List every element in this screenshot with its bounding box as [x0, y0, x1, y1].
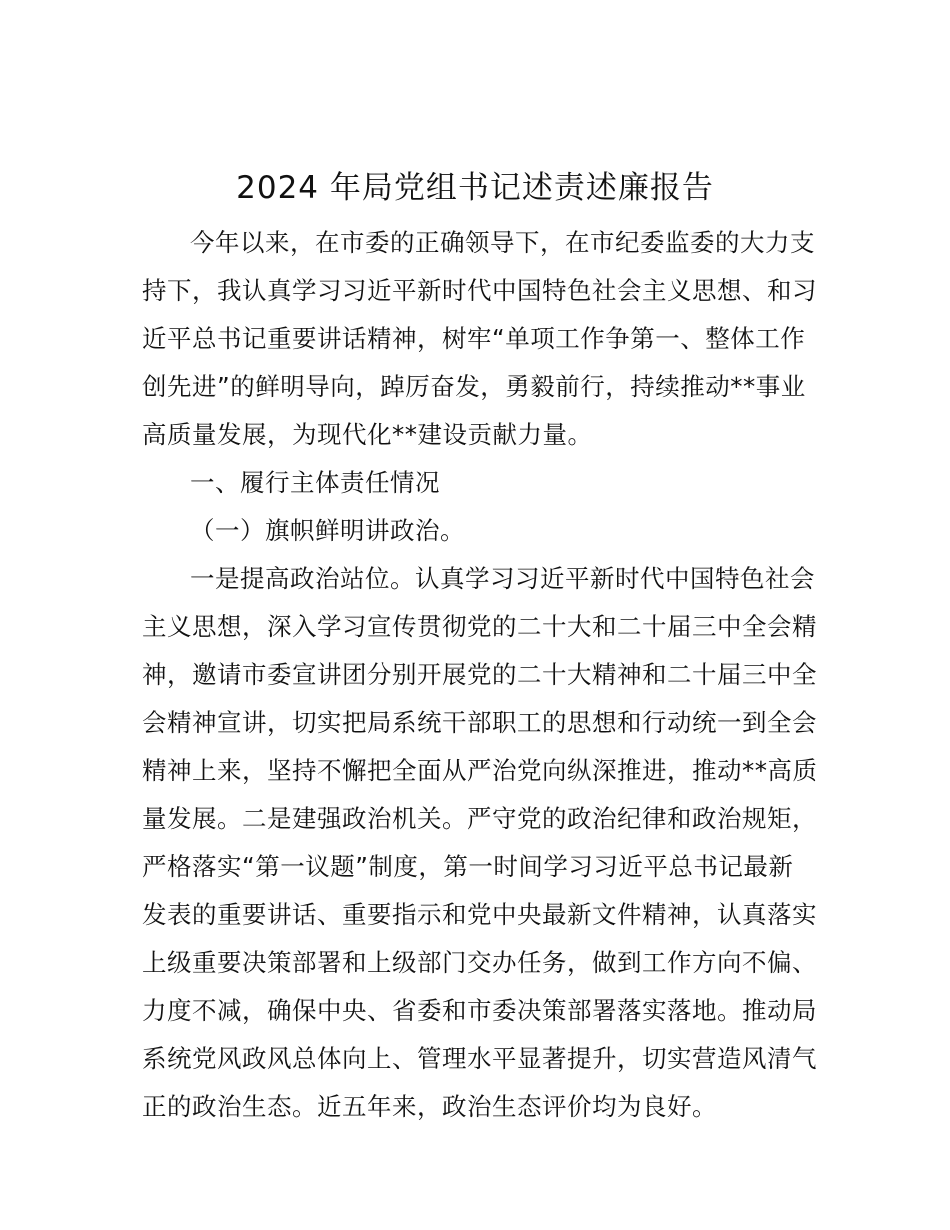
body-line-4: 会精神宣讲，切实把局系统干部职工的思想和行动统一到全会	[142, 708, 817, 737]
body-line-12: 正的政治生态。近五年来，政治生态评价均为良好。	[142, 1092, 717, 1121]
body-line-8: 发表的重要讲话、重要指示和党中央最新文件精神，认真落实	[142, 900, 817, 929]
body-line-10: 力度不减，确保中央、省委和市委决策部署落实落地。推动局	[142, 996, 817, 1025]
subsection-heading: （一）旗帜鲜明讲政治。	[190, 516, 465, 545]
body-line-5: 精神上来，坚持不懈把全面从严治党向纵深推进，推动**高质	[142, 756, 818, 785]
body-line-7: 严格落实“第一议题”制度，第一时间学习习近平总书记最新	[142, 852, 794, 881]
intro-line-2: 持下，我认真学习习近平新时代中国特色社会主义思想、和习	[142, 276, 817, 305]
intro-line-4: 创先进”的鲜明导向，踔厉奋发，勇毅前行，持续推动**事业	[142, 372, 806, 401]
intro-line-3: 近平总书记重要讲话精神，树牢“单项工作争第一、整体工作	[142, 324, 806, 353]
body-line-3: 神，邀请市委宣讲团分别开展党的二十大精神和二十届三中全	[142, 660, 817, 689]
body-line-6: 量发展。二是建强政治机关。严守党的政治纪律和政治规矩，	[142, 804, 817, 833]
body-line-1: 一是提高政治站位。认真学习习近平新时代中国特色社会	[190, 564, 815, 593]
body-line-11: 系统党风政风总体向上、管理水平显著提升，切实营造风清气	[142, 1044, 817, 1073]
body-line-9: 上级重要决策部署和上级部门交办任务，做到工作方向不偏、	[142, 948, 817, 977]
document-title: 2024 年局党组书记述责述廉报告	[236, 170, 714, 206]
intro-line-5: 高质量发展，为现代化**建设贡献力量。	[142, 420, 593, 449]
intro-line-1: 今年以来，在市委的正确领导下，在市纪委监委的大力支	[190, 228, 815, 257]
section-heading: 一、履行主体责任情况	[190, 468, 440, 497]
body-line-2: 主义思想，深入学习宣传贯彻党的二十大和二十届三中全会精	[142, 612, 817, 641]
